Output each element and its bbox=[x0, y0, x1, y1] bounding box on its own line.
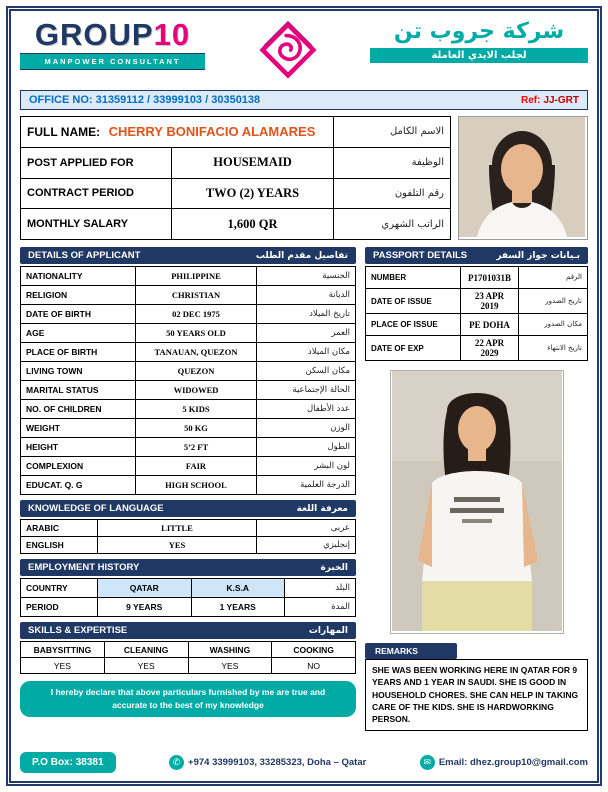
detail-arabic: عدد الأطفال bbox=[257, 400, 356, 419]
table-row bbox=[21, 457, 356, 476]
table-row bbox=[21, 324, 356, 343]
detail-arabic: مكان الميلاد bbox=[257, 343, 356, 362]
company-name-block bbox=[370, 19, 588, 63]
detail-label: EDUCAT. Q. G bbox=[21, 476, 136, 495]
email-icon: ✉ bbox=[420, 755, 435, 770]
language-arabic: إنجليزي bbox=[257, 537, 356, 554]
monthly-salary-label: MONTHLY SALARY bbox=[21, 209, 172, 240]
passport-title: PASSPORT DETAILS bbox=[373, 250, 468, 261]
email-text bbox=[439, 757, 588, 768]
email-address: dhez.group10@gmail.com bbox=[469, 757, 588, 768]
passport-arabic: تاريخ الانتهاء bbox=[519, 336, 588, 361]
detail-arabic: تاريخ الميلاد bbox=[257, 305, 356, 324]
table-row bbox=[21, 419, 356, 438]
table-row bbox=[21, 400, 356, 419]
details-title-arabic: تفاصيل مقدم الطلب bbox=[255, 250, 348, 261]
company-name-arabic: شركة جروب تن bbox=[393, 19, 565, 44]
ref-label: Ref: bbox=[520, 94, 541, 106]
table-row bbox=[366, 289, 588, 314]
skills-table bbox=[20, 641, 356, 674]
detail-arabic: العمر bbox=[257, 324, 356, 343]
table-row bbox=[21, 267, 356, 286]
detail-value: FAIR bbox=[136, 457, 257, 476]
detail-value: 02 DEC 1975 bbox=[136, 305, 257, 324]
logo-wordmark bbox=[20, 19, 205, 50]
passport-arabic: تاريخ الصدور bbox=[519, 289, 588, 314]
right-column bbox=[365, 247, 588, 731]
detail-label: PLACE OF BIRTH bbox=[21, 343, 136, 362]
country-label: COUNTRY bbox=[21, 579, 98, 598]
passport-section-header bbox=[365, 247, 588, 264]
language-label: ARABIC bbox=[21, 520, 98, 537]
detail-label: LIVING TOWN bbox=[21, 362, 136, 381]
contract-period-arabic: رقم التلفون bbox=[334, 178, 451, 209]
table-row bbox=[21, 178, 451, 209]
company-tagline-arabic: لجلب الايدي العاملة bbox=[370, 48, 588, 63]
phone-number: +974 33999103, 33285323, Doha – Qatar bbox=[188, 757, 367, 768]
contract-period-value: TWO (2) YEARS bbox=[172, 178, 334, 209]
office-info-bar bbox=[20, 90, 588, 110]
skills-section-header bbox=[20, 622, 356, 639]
table-row bbox=[366, 267, 588, 289]
logo-tagline: MANPOWER CONSULTANT bbox=[20, 53, 205, 70]
language-arabic: عربى bbox=[257, 520, 356, 537]
table-row bbox=[21, 520, 356, 537]
skill-value: YES bbox=[188, 658, 272, 674]
monthly-salary-arabic: الراتب الشهري bbox=[334, 209, 451, 240]
company-logo-block bbox=[20, 19, 205, 70]
post-applied-value: HOUSEMAID bbox=[172, 147, 334, 178]
detail-arabic: الحالة الإجتماعية bbox=[257, 381, 356, 400]
table-row bbox=[21, 305, 356, 324]
passport-value: 22 APR 2029 bbox=[461, 336, 519, 361]
employment-section-header bbox=[20, 559, 356, 576]
full-name-cell bbox=[21, 117, 334, 148]
detail-value: 50 YEARS OLD bbox=[136, 324, 257, 343]
office-numbers: OFFICE NO: 31359112 / 33999103 / 30350138 bbox=[29, 94, 261, 106]
table-row bbox=[21, 476, 356, 495]
post-applied-label: POST APPLIED FOR bbox=[21, 147, 172, 178]
detail-value: CHRISTIAN bbox=[136, 286, 257, 305]
phone-icon: ✆ bbox=[169, 755, 184, 770]
detail-label: DATE OF BIRTH bbox=[21, 305, 136, 324]
company-logo-icon bbox=[259, 21, 317, 84]
skill-value: YES bbox=[104, 658, 188, 674]
ref-value: JJ-GRT bbox=[543, 94, 579, 106]
left-column bbox=[20, 247, 356, 717]
detail-value: WIDOWED bbox=[136, 381, 257, 400]
main-info-table bbox=[20, 116, 451, 240]
detail-label: COMPLEXION bbox=[21, 457, 136, 476]
applicant-photo-headshot bbox=[458, 116, 588, 240]
detail-label: AGE bbox=[21, 324, 136, 343]
language-title-arabic: معرفة اللغة bbox=[296, 503, 348, 514]
period-label: PERIOD bbox=[21, 598, 98, 617]
passport-value: PE DOHA bbox=[461, 314, 519, 336]
country-1: QATAR bbox=[98, 579, 192, 598]
passport-label: PLACE OF ISSUE bbox=[366, 314, 461, 336]
detail-value: QUEZON bbox=[136, 362, 257, 381]
skill-value: NO bbox=[272, 658, 356, 674]
detail-arabic: مكان السكن bbox=[257, 362, 356, 381]
full-name-value: CHERRY BONIFACIO ALAMARES bbox=[108, 123, 316, 139]
detail-value: HIGH SCHOOL bbox=[136, 476, 257, 495]
language-value: LITTLE bbox=[98, 520, 257, 537]
language-title: KNOWLEDGE OF LANGUAGE bbox=[28, 503, 164, 514]
remarks-text: SHE WAS BEEN WORKING HERE IN QATAR FOR 9 YEARS AND 1 YEAR IN SAUDI. SHE IS GOOD IN HOUSEHOLD CHORES. SHE CAN HELP IN TAKING CARE OF THE KIDS. SHE IS HARDWORKING PERSON. bbox=[365, 659, 588, 731]
applicant-photo-full bbox=[390, 370, 564, 634]
logo-group-text: GROUP bbox=[34, 17, 154, 52]
passport-label: NUMBER bbox=[366, 267, 461, 289]
header bbox=[20, 19, 588, 84]
detail-label: NATIONALITY bbox=[21, 267, 136, 286]
skill-header: BABYSITTING bbox=[21, 642, 105, 658]
detail-value: PHILIPPINE bbox=[136, 267, 257, 286]
country-arabic: البلد bbox=[285, 579, 356, 598]
phone-contact bbox=[169, 755, 366, 770]
employment-title-arabic: الخبرة bbox=[320, 562, 348, 573]
details-title: DETAILS OF APPLICANT bbox=[28, 250, 141, 261]
table-row bbox=[21, 642, 356, 658]
detail-arabic: الوزن bbox=[257, 419, 356, 438]
monthly-salary-value: 1,600 QR bbox=[172, 209, 334, 240]
detail-value: 5 KIDS bbox=[136, 400, 257, 419]
skills-title-arabic: المهارات bbox=[308, 625, 348, 636]
language-section-header bbox=[20, 500, 356, 517]
passport-label: DATE OF ISSUE bbox=[366, 289, 461, 314]
table-row bbox=[21, 438, 356, 457]
detail-label: MARITAL STATUS bbox=[21, 381, 136, 400]
table-row bbox=[21, 381, 356, 400]
skill-header: COOKING bbox=[272, 642, 356, 658]
table-row bbox=[21, 343, 356, 362]
employment-title: EMPLOYMENT HISTORY bbox=[28, 562, 140, 573]
table-row bbox=[21, 579, 356, 598]
email-label: Email: bbox=[438, 757, 468, 768]
passport-arabic: الرقم bbox=[519, 267, 588, 289]
declaration-statement: I hereby declare that above particulars furnished by me are true and accurate to the best of my knowledge bbox=[20, 681, 356, 717]
detail-arabic: لون البشر bbox=[257, 457, 356, 476]
passport-arabic: مكان الصدور bbox=[519, 314, 588, 336]
page-border-frame bbox=[6, 6, 602, 786]
table-row bbox=[21, 537, 356, 554]
table-row bbox=[366, 336, 588, 361]
full-name-arabic: الاسم الكامل bbox=[334, 117, 451, 148]
table-row bbox=[366, 314, 588, 336]
period-2: 1 YEARS bbox=[191, 598, 285, 617]
detail-value: TANAUAN, QUEZON bbox=[136, 343, 257, 362]
passport-table bbox=[365, 266, 588, 361]
po-box-badge: P.O Box: 38381 bbox=[20, 752, 116, 773]
post-applied-arabic: الوظيفة bbox=[334, 147, 451, 178]
detail-label: NO. OF CHILDREN bbox=[21, 400, 136, 419]
table-row bbox=[21, 147, 451, 178]
country-2: K.S.A bbox=[191, 579, 285, 598]
table-row bbox=[21, 209, 451, 240]
passport-title-arabic: بـيانات جواز السفر bbox=[496, 250, 580, 261]
remarks-section-header: REMARKS bbox=[365, 643, 457, 659]
table-row bbox=[21, 362, 356, 381]
reference-code bbox=[521, 95, 579, 106]
email-contact bbox=[420, 755, 588, 770]
period-arabic: المدة bbox=[285, 598, 356, 617]
full-name-label: FULL NAME: bbox=[27, 124, 101, 139]
passport-label: DATE OF EXP bbox=[366, 336, 461, 361]
detail-value: 50 KG bbox=[136, 419, 257, 438]
detail-label: HEIGHT bbox=[21, 438, 136, 457]
passport-value: 23 APR 2019 bbox=[461, 289, 519, 314]
footer bbox=[20, 744, 588, 773]
main-info-section bbox=[20, 116, 588, 240]
language-value: YES bbox=[98, 537, 257, 554]
detail-value: 5’2 FT bbox=[136, 438, 257, 457]
detail-arabic: الطول bbox=[257, 438, 356, 457]
table-row bbox=[21, 286, 356, 305]
table-row bbox=[21, 658, 356, 674]
details-section-header bbox=[20, 247, 356, 264]
detail-arabic: الديانة bbox=[257, 286, 356, 305]
table-row bbox=[21, 598, 356, 617]
contract-period-label: CONTRACT PERIOD bbox=[21, 178, 172, 209]
skill-value: YES bbox=[21, 658, 105, 674]
detail-arabic: الجنسية bbox=[257, 267, 356, 286]
content-columns bbox=[20, 247, 588, 744]
details-table bbox=[20, 266, 356, 495]
language-label: ENGLISH bbox=[21, 537, 98, 554]
skills-title: SKILLS & EXPERTISE bbox=[28, 625, 128, 636]
employment-table bbox=[20, 578, 356, 617]
detail-label: WEIGHT bbox=[21, 419, 136, 438]
period-1: 9 YEARS bbox=[98, 598, 192, 617]
detail-label: RELIGION bbox=[21, 286, 136, 305]
logo-10-text: 10 bbox=[153, 17, 191, 52]
passport-value: P1701031B bbox=[461, 267, 519, 289]
skill-header: CLEANING bbox=[104, 642, 188, 658]
full-name-row bbox=[21, 117, 451, 148]
detail-arabic: الدرجة العلمية bbox=[257, 476, 356, 495]
full-photo-wrapper bbox=[365, 370, 588, 636]
skill-header: WASHING bbox=[188, 642, 272, 658]
language-table bbox=[20, 519, 356, 554]
